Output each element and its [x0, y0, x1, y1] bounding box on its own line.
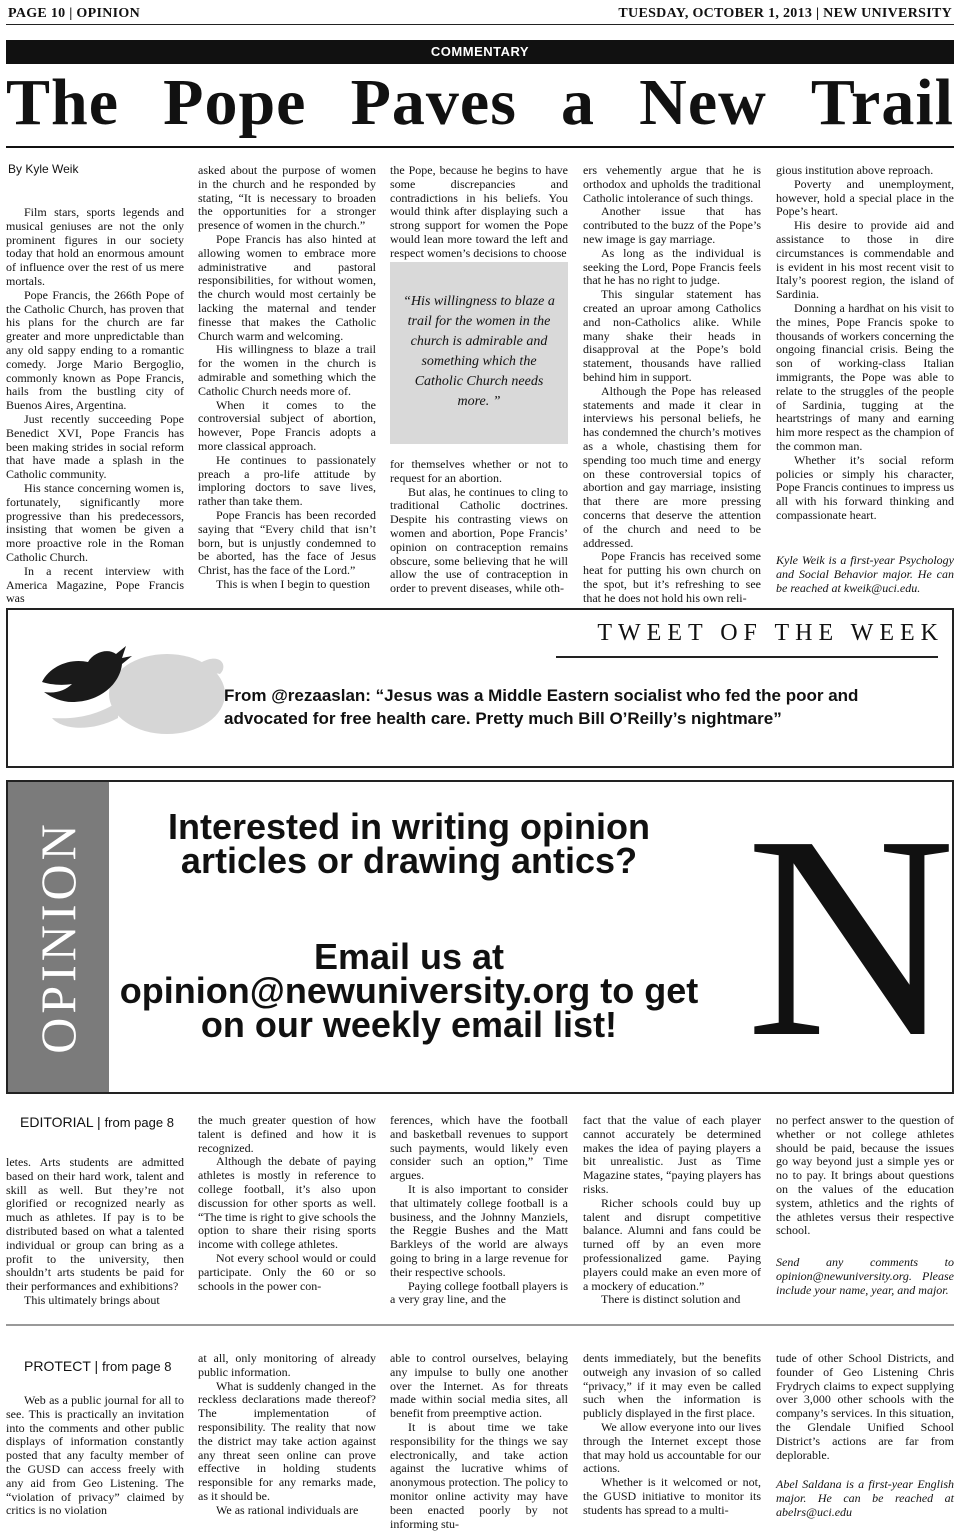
- paragraph: His desire to provide aid and assistance to those in dire circumstances is commendable and is evident in his most recent visit to Italy’s poorest region, the island of Sardinia.: [776, 218, 954, 302]
- pull-quote: “His willingness to blaze a trail for the women in the church is admirable and something which the Catholic Church needs more. ”: [390, 262, 568, 444]
- paragraph: This singular statement has created an uproar among Catholics and non-Catholics alike. While many shake their heads in disapproval at the Pope’s bold statement, thousands have rallied behind him in support.: [583, 287, 761, 384]
- paragraph: at all, only monitoring of already public information.: [198, 1351, 376, 1379]
- paragraph: dents immediately, but the benefits outweigh any invasion of so called “privacy,” if it may even be called such when the information is publicly displayed in the first place.: [583, 1351, 761, 1421]
- section-name: PROTECT: [24, 1358, 91, 1374]
- protect-column-4: [583, 1352, 761, 1532]
- paragraph: In a recent interview with America Magazine, Pope Francis was: [6, 563, 184, 606]
- paragraph: Whether it’s social reform policies or simply his character, Pope Francis continues to impress us all with his forward thinking and compassionate heart.: [776, 452, 954, 522]
- page-folio: PAGE 10 | OPINION: [8, 6, 140, 21]
- tweet-section-title: TWEET OF THE WEEK: [597, 620, 944, 646]
- paragraph: ers vehemently argue that he is orthodox and upholds the traditional Catholic intolerance of such things.: [583, 163, 761, 205]
- headline-word: The: [6, 66, 120, 139]
- headline-word: Trail: [810, 66, 954, 139]
- paragraph: fact that the value of each player cannot accurately be determined makes the idea of paying players a bit unrealistic. Just as Time Magazine states, “paying players has risks.: [583, 1113, 761, 1196]
- headline-word: Paves: [350, 66, 517, 139]
- paragraph: no perfect answer to the question of whether or not college athletes should be paid, because the issues go way beyond just a simple yes or no to pay. It brings about questions on the values of the education system, athletics and the rights of the athletes versus their respective school.: [776, 1113, 954, 1238]
- section-name: EDITORIAL: [20, 1114, 94, 1130]
- paragraph: It is also important to consider that ultimately college football is a business, and the Johnny Manziels, the Reggie Bushes and the Matt Barkleys of the world are always going to bring in a large revenue for their respective schools.: [390, 1181, 568, 1279]
- new-university-logo: N: [746, 776, 956, 1097]
- bio-text: Abel Saldana is a first-year English major. He can be reached at abelrs@uci.edu: [776, 1477, 954, 1519]
- paragraph: As long as the individual is seeking the Lord, Pope Francis feels that he has no right to judge.: [583, 245, 761, 288]
- paragraph: for themselves whether or not to request for an abortion.: [390, 457, 568, 485]
- paragraph: Richer schools could buy up talent and disrupt competitive balance. Alumni and fans could be turned off by an even more professionalized game. Paying players could make an even more of a mockery of education.”: [583, 1195, 761, 1293]
- paragraph: Although the debate of paying athletes is mostly in reference to college football, it’s also upon discussion for other sports as well. “The time is right to give schools the option to share their rising sports income with college athletes.: [198, 1154, 376, 1252]
- article-headline: [6, 66, 954, 140]
- ad-contact: Email us at opinion@newuniversity.org to get on our weekly email list!: [119, 936, 699, 1045]
- editorial-column-3: [390, 1114, 568, 1314]
- paragraph: asked about the purpose of women in the church and he responded by stating, “It is necessary to broaden the opportunities for a stronger presence of women in the church.”: [198, 163, 376, 233]
- article-column-3-top: [390, 163, 568, 260]
- protect-jump-head: PROTECT | from page 8: [24, 1358, 172, 1374]
- editorial-column-1: [6, 1156, 184, 1314]
- paragraph: This is when I begin to question: [216, 576, 370, 591]
- article-column-4: [583, 163, 761, 605]
- paragraph: Pope Francis, the 266th Pope of the Catholic Church, has proven that his plans for the church are far greater and more unpredictable than any old sappy ending to a romantic comedy. Jorge Mario Bergoglio, commonly known as Pope Francis, hails from the bustling city of Buenos Aires, Argentina.: [6, 287, 184, 413]
- paragraph: His willingness to blaze a trail for the women in the church is admirable and something which the Catholic Church needs more of.: [198, 342, 376, 398]
- paragraph: Not every school would or could participate. Only the 60 or so schools in the power con-: [198, 1250, 376, 1293]
- headline-word: Pope: [163, 66, 307, 139]
- paragraph: We as rational individuals are: [216, 1502, 359, 1517]
- paragraph: Pope Francis has received some heat for putting his own church on the spot, but it’s refreshing to see that he does not hold his own reli-: [583, 549, 761, 605]
- tweet-of-the-week: [6, 608, 954, 768]
- paragraph: Donning a hardhat on his visit to the mines, Pope Francis spoke to thousands of workers concerning the ongoing financial crisis. Being the son of working-class Italian immigrants, the Pope was able to relate to the struggles of the people of Sardinia, tugging at the heartstrings of many and earning him more respect as the champion of the common man.: [776, 300, 954, 453]
- paragraph: When it comes to the controversial subject of abortion, however, Pope Francis adopts a more classical approach.: [198, 397, 376, 453]
- paragraph: There is distinct solution and: [601, 1292, 741, 1307]
- folio-rule: [6, 24, 954, 25]
- article-column-2: [198, 164, 376, 598]
- paragraph: Although the Pope has released statements and made it clear in interviews his personal beliefs, he has condemned the church’s motives as a whole, chastising them for spending too much time and energy on these controversial topics of abortion and gay marriage, insisting that there are more pressing concerns that deserve the attention of the church and need to be addressed.: [583, 383, 761, 550]
- headline-rule: [6, 146, 954, 148]
- article-column-1: [6, 205, 184, 606]
- byline: By Kyle Weik: [8, 162, 79, 176]
- protect-column-3: [390, 1352, 568, 1532]
- tweet-text: From @rezaaslan: “Jesus was a Middle Eastern socialist who fed the poor and advocated for free health care. Pretty much Bill O’Reilly’s nightmare”: [224, 686, 859, 728]
- paragraph: gious institution above reproach.: [776, 163, 934, 177]
- paragraph: able to control ourselves, belaying any impulse to bully one another over the Internet. As for threats made within social media sites, all benefit from preemptive action.: [390, 1351, 568, 1421]
- paragraph: But alas, he continues to cling to traditional Catholic doctrines. Despite his contrasting views on women and abortion, Pope Francis’ opinion on contraception remains obscure, some believing that he will allow the use of contraception in order to prevent diseases, while oth-: [390, 484, 568, 596]
- tweet-title-rule: [556, 656, 938, 658]
- editorial-column-4: [583, 1114, 761, 1314]
- headline-word: a: [561, 66, 596, 139]
- jump-line: from page 8: [104, 1115, 174, 1130]
- ad-headline: Interested in writing opinion articles or drawing antics?: [168, 806, 650, 881]
- issue-date: TUESDAY, OCTOBER 1, 2013 | NEW UNIVERSITY: [618, 6, 952, 21]
- paragraph: tude of other School Districts, and founder of Geo Listening Chris Frydrych claims to expect supplying over 3,000 other schools with the company’s services. In this situation, the Glendale Unified School District’s actions are far from deplorable.: [776, 1351, 954, 1462]
- paragraph: It is about time we take responsibility for the things we say electronically, and take action against the lucrative whims of anonymous protection. The policy to monitor online activity may have been enacted poorly by not informing stu-: [390, 1419, 568, 1531]
- paragraph: His stance concerning women is, fortunately, significantly more progressive than his predecessors, insisting that women be given a more proactive role in the Roman Catholic Church.: [6, 480, 184, 564]
- article-column-3-bottom: [390, 458, 568, 598]
- opinion-recruitment-ad: [6, 776, 956, 1097]
- paragraph: letes. Arts students are admitted based on their hard work, talent and skill as well. But they’re not glorified or recognized nearly as much as athletes. If pay is to be distributed based on what a talented individual or group can bring as a profit to the university, then shouldn’t arts students be paid for their performances and exhibitions?: [6, 1155, 184, 1294]
- paragraph: Paying college football players is a very gray line, and the: [390, 1278, 568, 1307]
- author-bio: [776, 554, 954, 598]
- paragraph: We allow everyone into our lives through the Internet except those that may hold us accountable for our actions.: [583, 1419, 761, 1476]
- protect-column-5: [776, 1352, 954, 1462]
- paragraph: Pope Francis has also hinted at allowing women to embrace more administrative and pastoral responsibilities, for without women, the church would most certainly be lacking the maternal and tender finesse that makes the Catholic Church warm and welcoming.: [198, 231, 376, 343]
- note-text: Send any comments to opinion@newuniversity.org. Please include your name, year, and major.: [776, 1255, 954, 1297]
- section-kicker: COMMENTARY: [6, 40, 954, 64]
- protect-column-2: [198, 1352, 376, 1532]
- editorial-jump-head: EDITORIAL | from page 8: [20, 1114, 174, 1130]
- paragraph: Web as a public journal for all to see. This is practically an invitation into the comments and other public displays of information constantly posted that any faculty member of the GUSD can access freely with any aid from Geo Listening. The “violation of privacy” claimed by critics is no violation: [6, 1393, 184, 1518]
- paragraph: the much greater question of how talent is defined and how it is recognized.: [198, 1113, 376, 1155]
- ad-side-panel: [8, 782, 109, 1092]
- paragraph: Pope Francis has been recorded saying that “Every child that isn’t born, but is unjustly condemned to be aborted, has the face of Jesus Christ, has the face of the Lord.”: [198, 507, 376, 578]
- paragraph: Film stars, sports legends and musical geniuses are not the only prominent figures in our society today that hold an enormous amount of influence over the rest of us mere mortals.: [6, 205, 184, 288]
- paragraph: He continues to passionately preach a pro-life attitude by imploring doctors to save lives, rather than take them.: [198, 452, 376, 509]
- paragraph: the Pope, because he begins to have some discrepancies and contradictions in his beliefs. You would think after displaying such a strong support for women the Pope would lean more toward the left and respect women’s decisions to choose: [390, 163, 568, 260]
- article-column-5: [776, 164, 954, 536]
- paragraph: Poverty and unemployment, however, hold a special place in the Pope’s heart.: [776, 176, 954, 219]
- editorial-column-5: [776, 1114, 954, 1254]
- ad-side-label: OPINION: [30, 820, 86, 1054]
- paragraph: Whether is it welcomed or not, the GUSD initiative to monitor its students has spread to a multi-: [583, 1475, 761, 1517]
- paragraph: This ultimately brings about: [24, 1292, 160, 1307]
- protect-column-1: [6, 1394, 184, 1532]
- editorial-note: [776, 1256, 954, 1314]
- paragraph: Another issue that has contributed to the buzz of the Pope’s new image is gay marriage.: [583, 204, 761, 246]
- headline-word: New: [639, 66, 767, 139]
- bird-icon: [22, 622, 232, 742]
- jump-line: from page 8: [102, 1359, 172, 1374]
- paragraph: What is suddenly changed in the reckless declarations made thereof? The implementation of responsibility. The reality that now the district may take action against any threat seen online can prove effective in holding students responsible for any remarks made, as it should be.: [198, 1378, 376, 1503]
- editorial-column-2: [198, 1114, 376, 1314]
- paragraph: Just recently succeeding Pope Benedict XVI, Pope Francis has been making strides in social reform that have made a splash in the Catholic community.: [6, 411, 184, 482]
- section-divider: [6, 1324, 954, 1326]
- protect-author-bio: [776, 1478, 954, 1532]
- paragraph: ferences, which have the football and basketball revenues to support such payments, would likely even consider such an option,” Time argues.: [390, 1113, 568, 1183]
- bio-text: Kyle Weik is a first-year Psychology and Social Behavior major. He can be reached at kweik@uci.edu.: [776, 553, 954, 595]
